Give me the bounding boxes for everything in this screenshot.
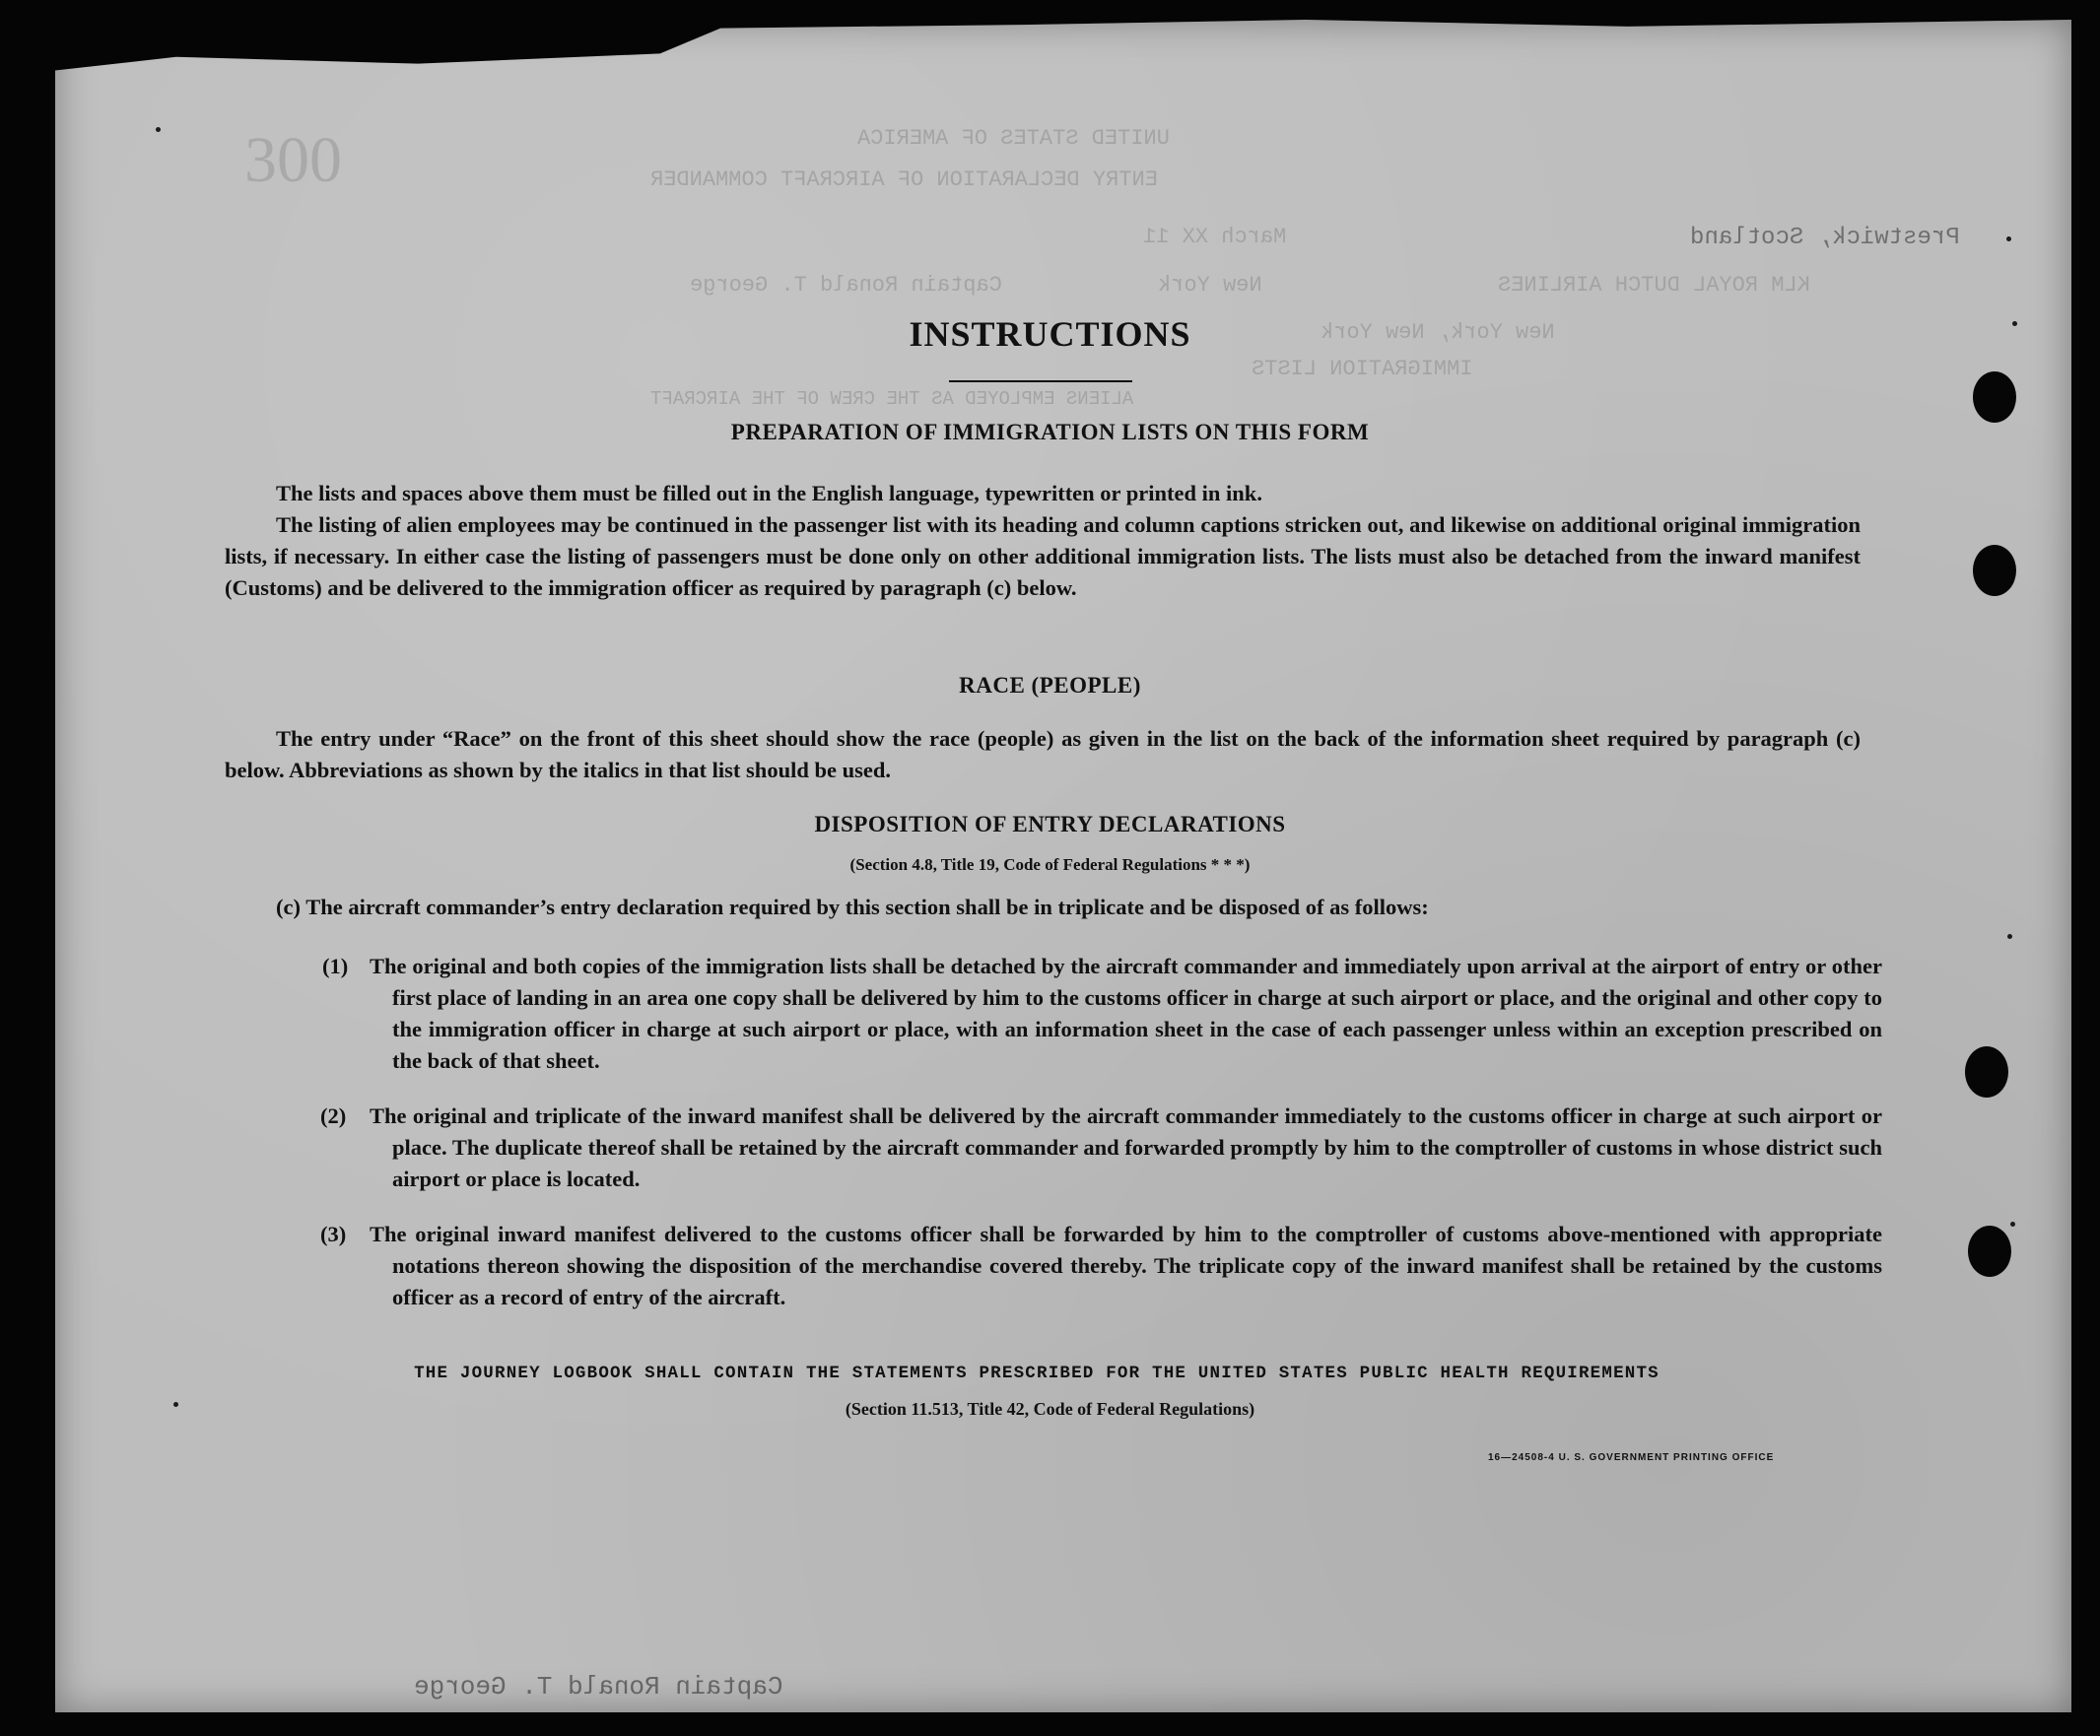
health-requirements-statement: THE JOURNEY LOGBOOK SHALL CONTAIN THE STATEMENTS PRESCRIBED FOR THE UNITED STATES PUBLIC HEALTH REQUIREMENTS (414, 1364, 1660, 1383)
list-item-2: The original and triplicate of the inward manifest shall be delivered by the aircraft commander immediately to the customs officer in charge at such airport or place. The duplicate thereof shall be retained by the aircraft commander and forwarded promptly by him to the comptroller of customs in whose district such airport or place is located. (370, 1103, 1882, 1191)
bleed-line: March XX 11 (1143, 225, 1287, 249)
bleed-line: UNITED STATES OF AMERICA (857, 126, 1170, 151)
bleed-line: Captain Ronald T. George (414, 1672, 783, 1702)
bleed-line: New York (1158, 273, 1262, 298)
bleed-stamp-number: 300 (244, 124, 342, 196)
paragraph-preparation-1: The lists and spaces above them must be filled out in the English language, typewritten or printed in ink. (276, 481, 1262, 505)
bleed-line: ALIENS EMPLOYED AS THE CREW OF THE AIRCRAFT (650, 388, 1134, 410)
list-item-number-2: (2) (320, 1103, 347, 1128)
health-requirements-citation: (Section 11.513, Title 42, Code of Federal Regulations) (845, 1399, 1255, 1419)
list-item-3: The original inward manifest delivered to the customs officer shall be forwarded by him to the comptroller of customs above-mentioned with appropriate notations thereon showing the disposition of the merchandise covered thereby. The triplicate copy of the inward manifest shall be retained by the customs officer as a record of entry of the aircraft. (370, 1222, 1882, 1309)
list-item-1: The original and both copies of the immigration lists shall be detached by the aircraft commander and immediately upon arrival at the airport of entry or other first place of landing in an area one copy shall be delivered by him to the customs officer in charge at such airport or place, and the original and other copy to the immigration officer in charge at such airport or place, with an information sheet in the case of each passenger unless within an exception prescribed on the back of that sheet. (370, 954, 1882, 1073)
list-item-number-3: (3) (320, 1222, 347, 1246)
printing-office-imprint: 16—24508-4 U. S. GOVERNMENT PRINTING OFFICE (1488, 1452, 1775, 1463)
bleed-line: Prestwick, Scotland (1690, 225, 1960, 251)
disposition-citation: (Section 4.8, Title 19, Code of Federal Regulations * * *) (849, 855, 1251, 874)
paragraph-race: The entry under “Race” on the front of this sheet should show the race (people) as given in the list on the back of the information sheet required by paragraph (c) below. Abbreviations as shown by the italics in that list should be used. (225, 726, 1861, 782)
title-underline (949, 380, 1132, 382)
bleed-line: Captain Ronald T. George (690, 273, 1002, 298)
bleed-line: New York, New York (1321, 320, 1555, 345)
page-title: INSTRUCTIONS (909, 314, 1191, 354)
paragraph-disposition-intro: (c) The aircraft commander’s entry declaration required by this section shall be in triplicate and be disposed of as follows: (276, 895, 1429, 919)
bleed-line: KLM ROYAL DUTCH AIRLINES (1498, 273, 1810, 298)
paragraph-preparation-2: The listing of alien employees may be continued in the passenger list with its heading and column captions stricken out, and likewise on additional original immigration lists, if necessary. In either case the listing of passengers must be done only on other additional immigration lists. The lists must also be detached from the inward manifest (Customs) and be delivered to the immigration officer as required by paragraph (c) below. (225, 512, 1861, 600)
list-item-number-1: (1) (322, 954, 349, 978)
bleed-line: IMMIGRATION LISTS (1252, 357, 1473, 381)
section-heading-preparation: PREPARATION OF IMMIGRATION LISTS ON THIS FORM (730, 420, 1370, 444)
bleed-line: ENTRY DECLARATION OF AIRCRAFT COMMANDER (650, 167, 1158, 192)
section-heading-race: RACE (PEOPLE) (959, 673, 1141, 698)
section-heading-disposition: DISPOSITION OF ENTRY DECLARATIONS (814, 812, 1286, 836)
